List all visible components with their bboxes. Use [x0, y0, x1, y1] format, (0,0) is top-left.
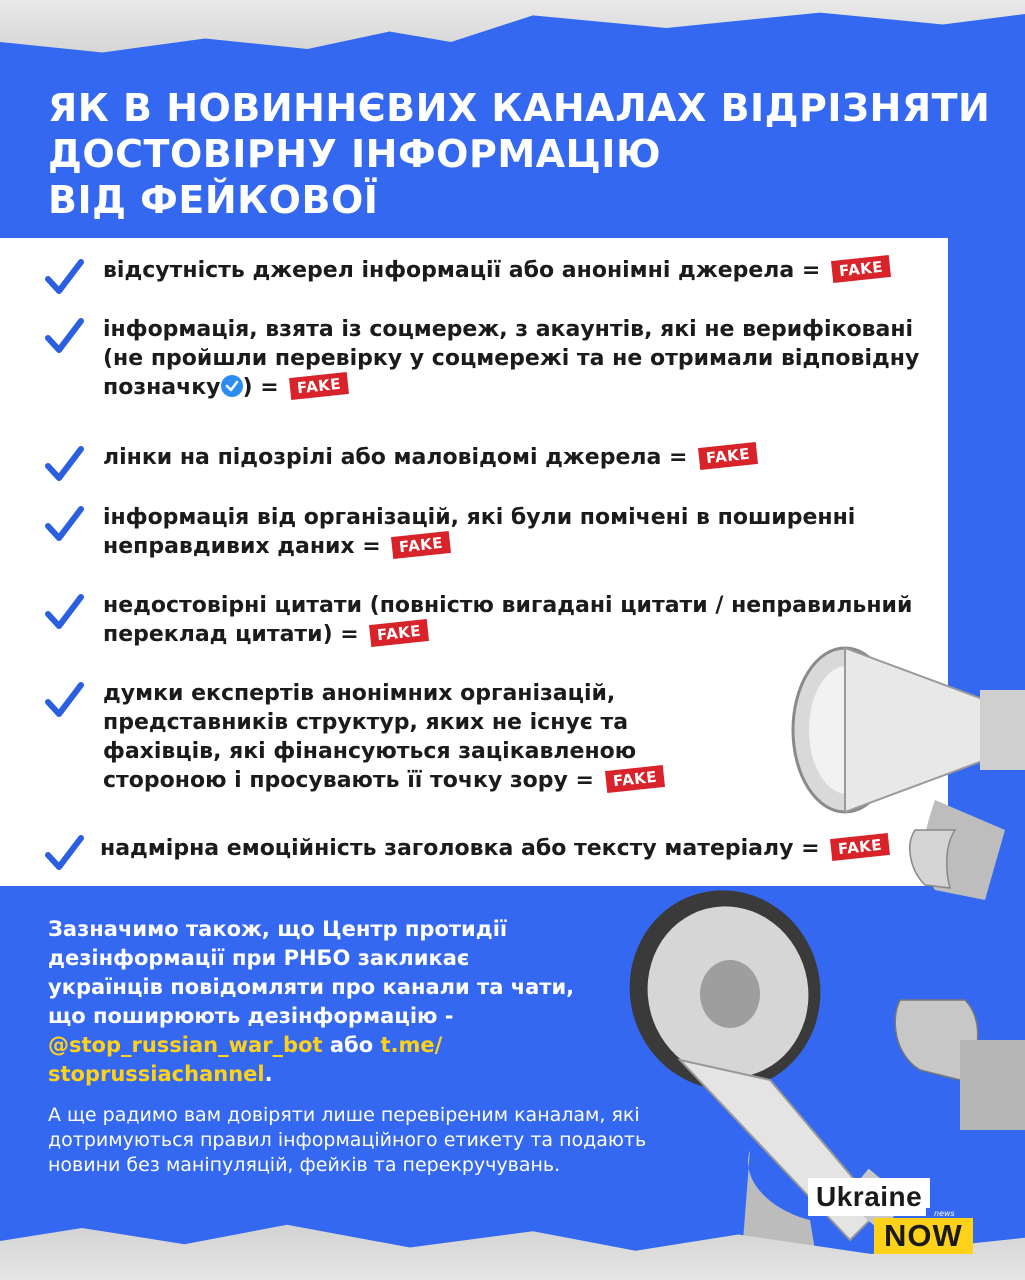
info-paragraph: Зазначимо також, що Центр протидії дезінформації при РНБО закликає українців повідомляти про канали та чати, що поширюють дезінформацію - @stop_russian_war_bot або t.me/ stoprussiachannel.	[48, 917, 575, 1086]
checklist-panel: відсутність джерел інформації або анонімні джерела = FAKE інформація, взята із соцмереж, з акаунтів, які не верифіковані (не пройшли перевірку у соцмережі та не отримали відповідну позначку ) = FAKE лінки на підозрілі або маловідомі джерела = FAKE інформація від організацій, які були помічені в поширенні неправдивих даних = FAKE недостовірні цитати (повністю вигадані цитати / неправильний переклад цитати) = FAKE думки експертів анонімних організацій, представників структур, яких не існує та фахівців, які фінансуються зацікавленою стороною і просувають її точку зору = FAKE надмірна емоційність заголовка або тексту матеріалу = FAKE	[0, 238, 948, 886]
checkmark-icon	[44, 445, 84, 485]
fake-badge: FAKE	[698, 442, 758, 470]
fake-badge: FAKE	[830, 833, 890, 861]
channel-link[interactable]: t.me/ stoprussiachannel	[48, 1033, 443, 1086]
fake-badge: FAKE	[605, 765, 665, 793]
verified-badge-icon	[221, 375, 243, 397]
advice-paragraph: А ще радимо вам довіряти лише перевіреним каналам, які дотримуються правил інформаційного етикету та подають новини без маніпуляцій, фейків та перекручувань.	[48, 1104, 647, 1176]
checkmark-icon	[44, 681, 84, 721]
bot-link[interactable]: @stop_russian_war_bot	[48, 1033, 323, 1057]
fake-badge: FAKE	[289, 372, 349, 400]
page-title: ЯК В НОВИННЄВИХ КАНАЛАХ ВІДРІЗНЯТИ ДОСТОВІРНУ ІНФОРМАЦІЮ ВІД ФЕЙКОВОЇ	[48, 86, 991, 222]
ukraine-now-logo: Ukraine news NOW	[808, 1178, 1008, 1258]
checkmark-icon	[44, 317, 84, 357]
fake-badge: FAKE	[391, 531, 451, 559]
checkmark-icon	[44, 593, 84, 633]
checkmark-icon	[44, 258, 84, 298]
checkmark-icon	[44, 834, 84, 874]
torn-paper-top	[0, 0, 1025, 70]
fake-badge: FAKE	[369, 619, 429, 647]
fake-badge: FAKE	[831, 255, 891, 283]
checkmark-icon	[44, 505, 84, 545]
